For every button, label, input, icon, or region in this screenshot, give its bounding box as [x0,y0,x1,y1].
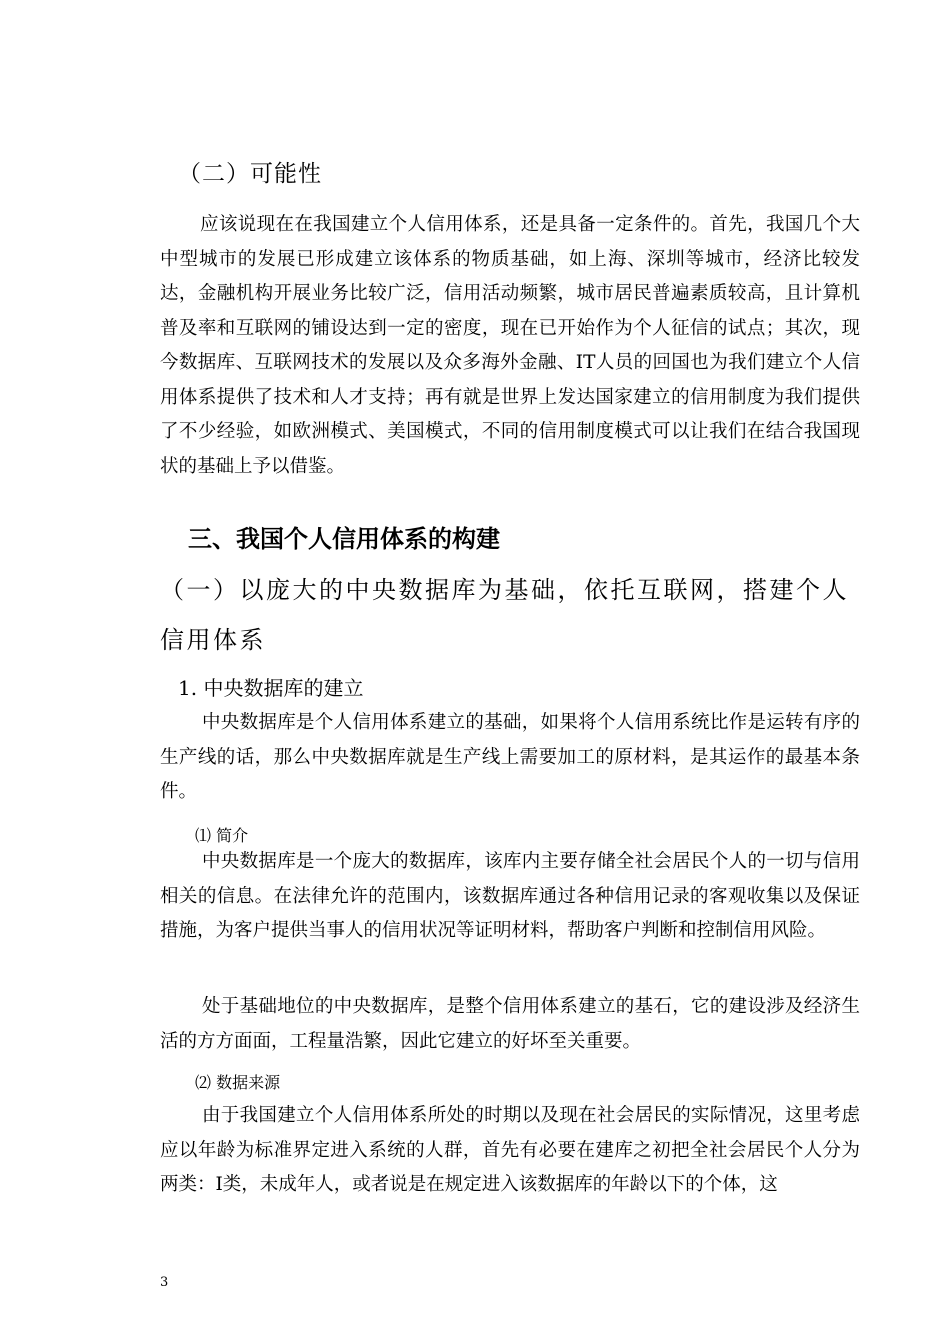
paragraph-intro-2: 处于基础地位的中央数据库，是整个信用体系建立的基石，它的建设涉及经济生活的方方面面，工程量浩繁，因此它建立的好坏至关重要。 [160,996,860,1052]
item-1-title: ⑴ 简介 [195,826,249,845]
paragraph-possibility: 应该说现在在我国建立个人信用体系，还是具备一定条件的。首先，我国几个大中型城市的发展已形成建立该体系的物质基础，如上海、深圳等城市，经济比较发达，金融机构开展业务比较广泛，信用活动频繁，城市居民普遍素质较高，且计算机普及率和互联网的铺设达到一定的密度，现在已开始作为个人征信的试点；其次，现今数据库、互联网技术的发展以及众多海外金融、IT人员的回国也为我们建立个人信用体系提供了技术和人才支持；再有就是世界上发达国家建立的信用制度为我们提供了不少经验，如欧洲模式、美国模式，不同的信用制度模式可以让我们在结合我国现状的基础上予以借鉴。 [160,214,860,477]
section-2-title: （二）可能性 [178,161,322,187]
paragraph-intro-1: 中央数据库是一个庞大的数据库，该库内主要存储全社会居民个人的一切与信用相关的信息。在法律允许的范围内，该数据库通过各种信用记录的客观收集以及保证措施，为客户提供当事人的信用状况等证明材料，帮助客户判断和控制信用风险。 [160,851,860,941]
item-2-title: ⑵ 数据来源 [195,1073,281,1092]
paragraph-data-source: 由于我国建立个人信用体系所处的时期以及现在社会居民的实际情况，这里考虑应以年龄为标准界定进入系统的人群，首先有必要在建库之初把全社会居民个人分为两类：Ⅰ类，未成年人，或者说是在规定进入该数据库的年龄以下的个体，这 [160,1105,860,1195]
section-1-title: （一）以庞大的中央数据库为基础，依托互联网，搭建个人信用体系 [160,576,849,654]
paragraph-central-database: 中央数据库是个人信用体系建立的基础，如果将个人信用系统比作是运转有序的生产线的话，那么中央数据库就是生产线上需要加工的原材料，是其运作的最基本条件。 [160,712,860,802]
page-number: 3 [160,1275,169,1290]
subsection-1-title: 1. 中央数据库的建立 [178,676,364,700]
chapter-3-title: 三、我国个人信用体系的构建 [188,525,500,553]
